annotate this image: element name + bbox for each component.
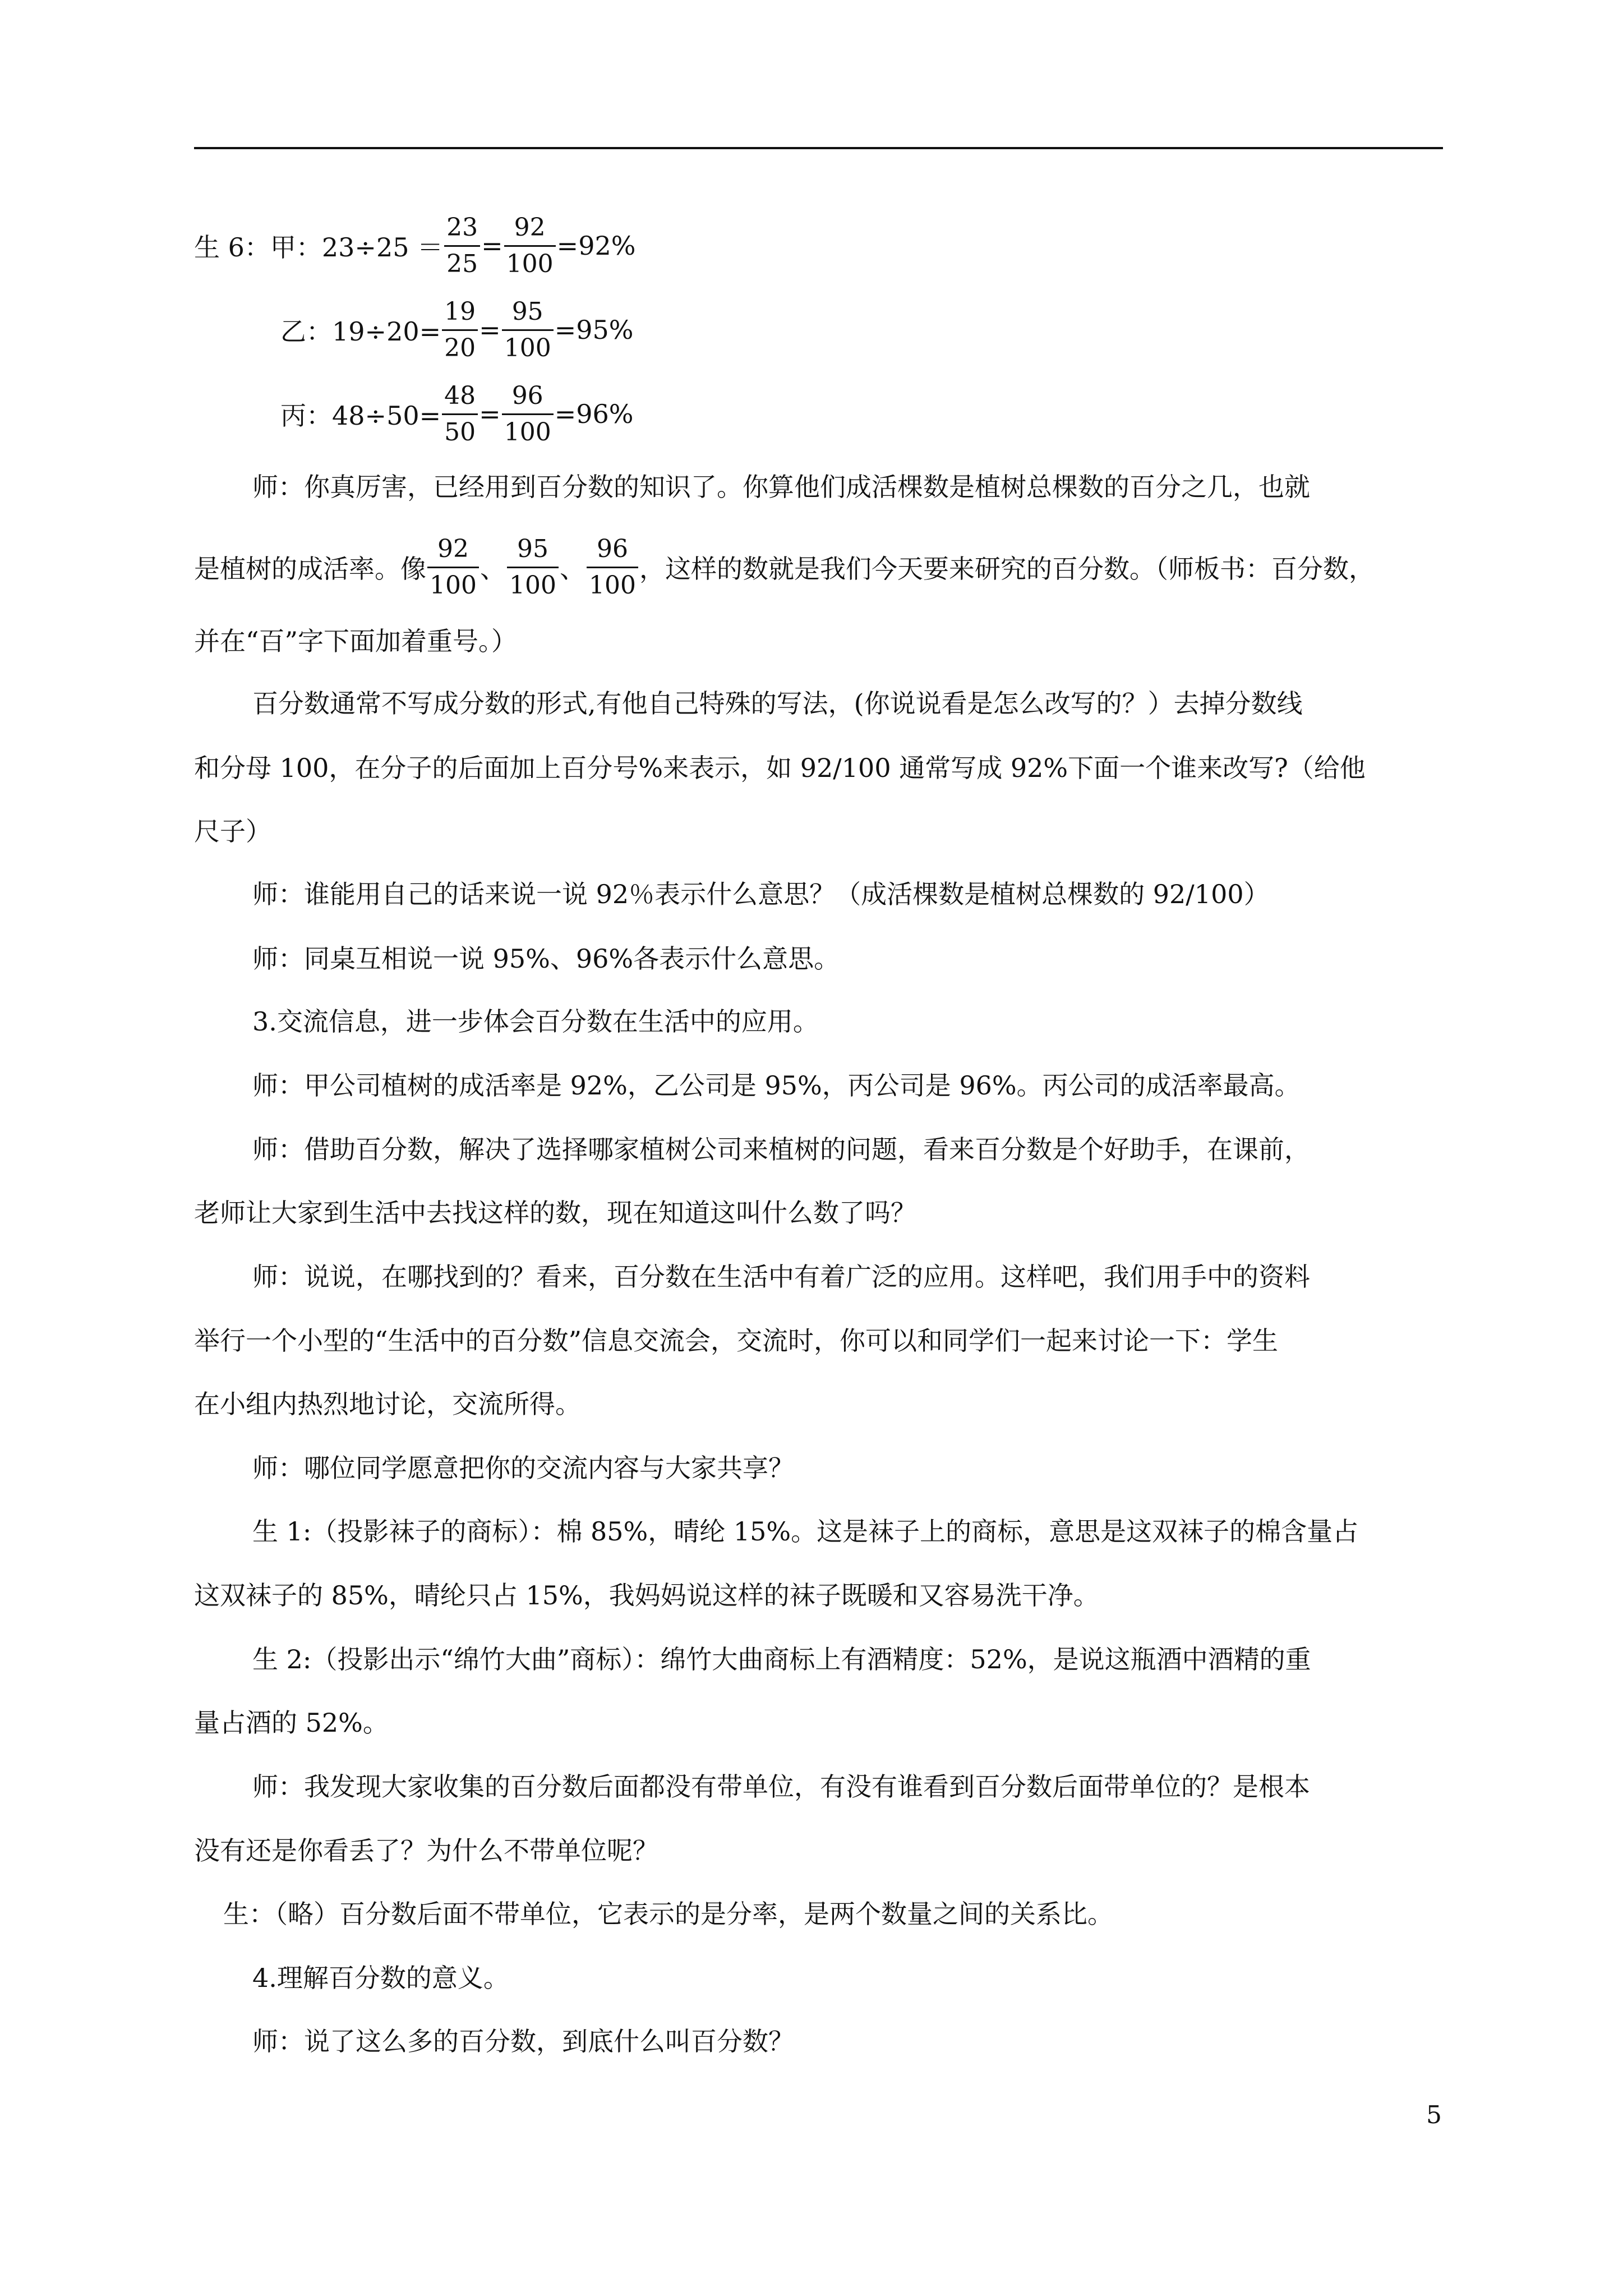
paragraph-line: 师：同桌互相说一说 95%、96%各表示什么意思。 (252, 944, 840, 974)
paragraph-line: 师：说了这么多的百分数，到底什么叫百分数？ (252, 2026, 794, 2056)
header-rule (194, 147, 1443, 149)
numerator: 23 (446, 213, 478, 242)
equals-sign: = (479, 315, 501, 345)
paragraph-line: 百分数通常不写成分数的形式,有他自己特殊的写法，(你说说看是怎么改写的？）去掉分数线 (252, 688, 1303, 719)
denominator: 100 (506, 249, 554, 278)
denominator: 25 (446, 249, 478, 278)
paragraph-line: 量占酒的 52%。 (194, 1708, 389, 1738)
paragraph-line: 和分母 100，在分子的后面加上百分号%来表示，如 92/100 通常写成 92%下面一个谁来改写?（给他 (194, 753, 1366, 783)
paragraph-line-with-fractions (194, 525, 1375, 609)
equation-prefix: 生 6：甲：23÷25 ＝ (194, 232, 444, 263)
text-run: 是植树的成活率。像 (194, 554, 426, 584)
text-run: ，这样的数就是我们今天要来研究的百分数。（师板书：百分数， (639, 554, 1375, 584)
equation-bing (280, 372, 633, 456)
numerator: 96 (596, 534, 628, 563)
page-number: 5 (1426, 2101, 1442, 2129)
fraction (502, 382, 554, 447)
equals-sign: = (479, 399, 501, 429)
numerator: 19 (444, 297, 476, 326)
fraction (504, 214, 556, 278)
paragraph-line: 举行一个小型的“生活中的百分数”信息交流会，交流时，你可以和同学们一起来讨论一下：学生 (194, 1326, 1279, 1356)
equation-yi (280, 288, 633, 372)
denominator: 100 (430, 570, 477, 600)
paragraph-line: 师：说说，在哪找到的？看来，百分数在生活中有着广泛的应用。这样吧，我们用手中的资料 (252, 1262, 1310, 1292)
paragraph-line: 没有还是你看丢了？为什么不带单位呢？ (194, 1835, 658, 1866)
fraction (507, 535, 559, 600)
paragraph-line: 师：谁能用自己的话来说一说 92％表示什么意思？（成活棵数是植树总棵数的 92/100） (252, 879, 1270, 909)
fraction (442, 298, 478, 362)
numerator: 95 (511, 297, 543, 326)
equation-prefix: 丙：48÷50= (280, 401, 441, 431)
equation-result: =96% (554, 399, 634, 429)
equation-jia (194, 204, 635, 288)
paragraph-line: 师：甲公司植树的成活率是 92%，乙公司是 95%，丙公司是 96%。丙公司的成活率最高。 (252, 1070, 1301, 1101)
denominator: 100 (504, 333, 551, 362)
denominator: 50 (444, 417, 476, 447)
numerator: 92 (437, 534, 469, 563)
fraction (502, 298, 554, 362)
paragraph-line: 这双袜子的 85%，晴纶只占 15%，我妈妈说这样的袜子既暖和又容易洗干净。 (194, 1580, 1099, 1611)
paragraph-line: 在小组内热烈地讨论，交流所得。 (194, 1389, 581, 1419)
fraction (427, 535, 479, 600)
numerator: 95 (517, 534, 548, 563)
denominator: 20 (444, 333, 476, 362)
paragraph-line: 生 2:（投影出示“绵竹大曲”商标）：绵竹大曲商标上有酒精度：52%，是说这瓶酒中酒精的重 (252, 1644, 1311, 1674)
equation-result: =95% (554, 315, 634, 345)
paragraph-line: 老师让大家到生活中去找这样的数，现在知道这叫什么数了吗？ (194, 1198, 916, 1228)
paragraph-line: 师：你真厉害，已经用到百分数的知识了。你算他们成活棵数是植树总棵数的百分之几，也就 (252, 472, 1310, 502)
denominator: 100 (504, 417, 551, 447)
paragraph-line: 尺子） (194, 816, 271, 846)
numerator: 92 (514, 213, 546, 242)
denominator: 100 (588, 570, 636, 600)
fraction (444, 214, 480, 278)
paragraph-line: 师：我发现大家收集的百分数后面都没有带单位，有没有谁看到百分数后面带单位的？是根本 (252, 1772, 1310, 1802)
paragraph-line: 生 1:（投影袜子的商标）：棉 85%，晴纶 15%。这是袜子上的商标，意思是这双袜子的棉含量占 (252, 1516, 1359, 1547)
section-heading: 3.交流信息，进一步体会百分数在生活中的应用。 (252, 1006, 819, 1037)
numerator: 96 (511, 381, 543, 410)
paragraph-line: 师：哪位同学愿意把你的交流内容与大家共享？ (252, 1453, 794, 1483)
equation-result: =92% (556, 231, 636, 261)
numerator: 48 (444, 381, 476, 410)
paragraph-line: 师：借助百分数，解决了选择哪家植树公司来植树的问题，看来百分数是个好助手，在课前， (252, 1134, 1310, 1165)
denominator: 100 (509, 570, 556, 600)
fraction (587, 535, 638, 600)
equation-prefix: 乙：19÷20= (280, 316, 441, 347)
section-heading: 4.理解百分数的意义。 (252, 1963, 509, 1993)
paragraph-line: 生：（略）百分数后面不带单位，它表示的是分率，是两个数量之间的关系比。 (223, 1899, 1113, 1929)
separator: 、 (479, 554, 506, 584)
equals-sign: = (481, 231, 503, 261)
separator: 、 (559, 554, 585, 584)
paragraph-line: 并在“百”字下面加着重号。） (194, 626, 518, 656)
fraction (442, 382, 478, 447)
